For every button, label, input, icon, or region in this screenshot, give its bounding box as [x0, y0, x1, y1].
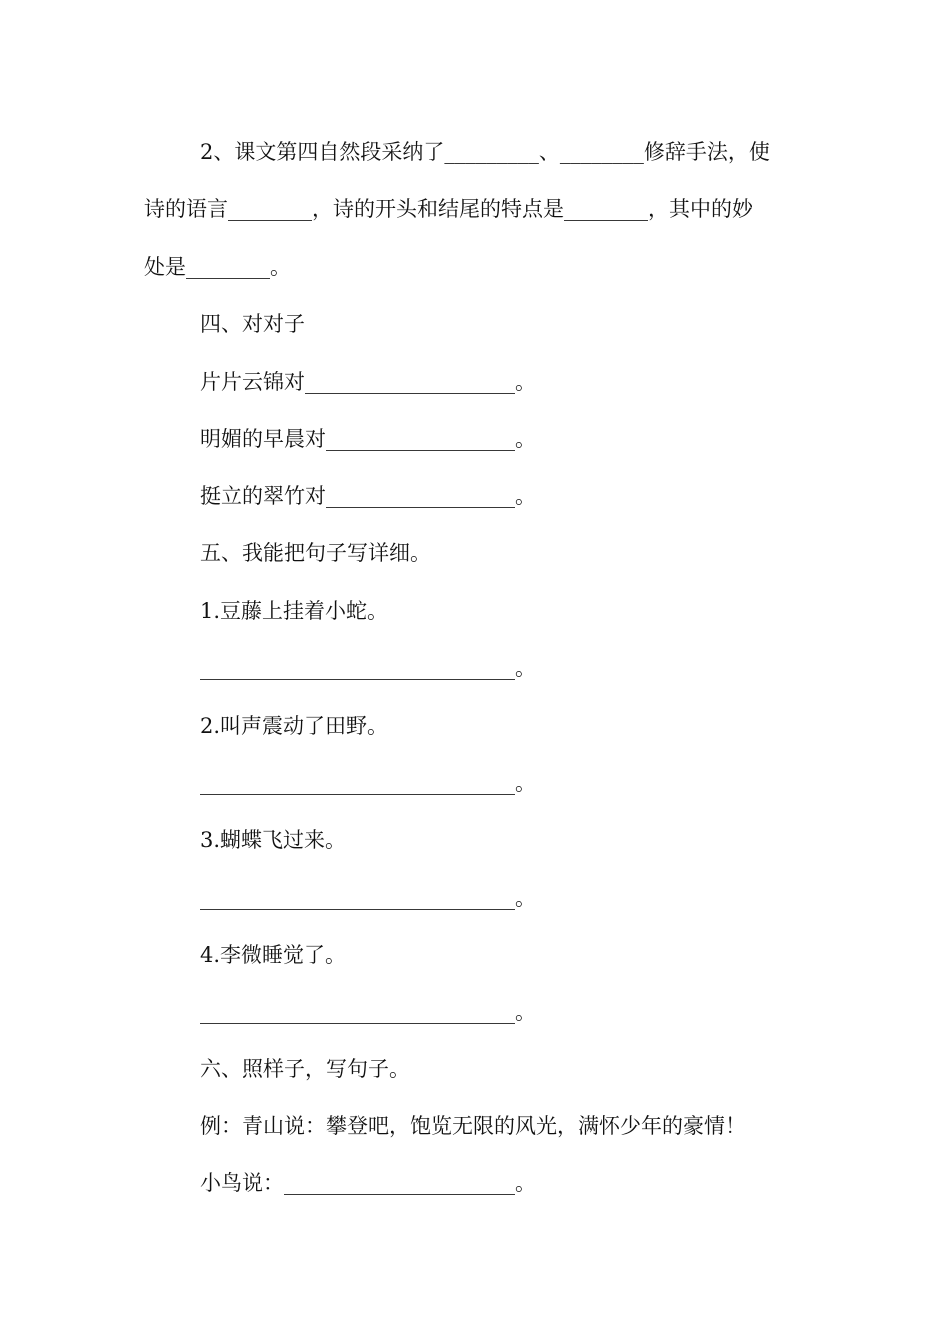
question-2-line-3: 处是________。 — [144, 255, 291, 279]
sentence-answer-line-4: ______________________________。 — [200, 1000, 536, 1024]
section-5-heading: 五、我能把句子写详细。 — [200, 541, 431, 565]
sentence-prompt-2: 2.叫声震动了田野。 — [200, 714, 389, 738]
couplet-item-3: 挺立的翠竹对__________________。 — [200, 484, 536, 508]
sentence-prompt-4: 4.李微睡觉了。 — [200, 943, 347, 967]
section-6-heading: 六、照样子，写句子。 — [200, 1057, 410, 1081]
couplet-item-2: 明媚的早晨对__________________。 — [200, 427, 536, 451]
sentence-answer-line-2: ______________________________。 — [200, 771, 536, 795]
section-4-heading: 四、对对子 — [200, 312, 305, 336]
sentence-prompt-1: 1.豆藤上挂着小蛇。 — [200, 599, 389, 623]
sentence-prompt-3: 3.蝴蝶飞过来。 — [200, 828, 347, 852]
bird-says-prompt: 小鸟说：______________________。 — [200, 1171, 536, 1195]
sentence-answer-line-3: ______________________________。 — [200, 886, 536, 910]
couplet-item-1: 片片云锦对____________________。 — [200, 370, 536, 394]
question-2-line-1: 2、课文第四自然段采纳了_________、________修辞手法，使 — [200, 140, 770, 164]
question-2-line-2: 诗的语言________，诗的开头和结尾的特点是________，其中的妙 — [144, 197, 753, 221]
sentence-answer-line-1: ______________________________。 — [200, 656, 536, 680]
example-sentence: 例：青山说：攀登吧，饱览无限的风光，满怀少年的豪情！ — [200, 1114, 746, 1138]
